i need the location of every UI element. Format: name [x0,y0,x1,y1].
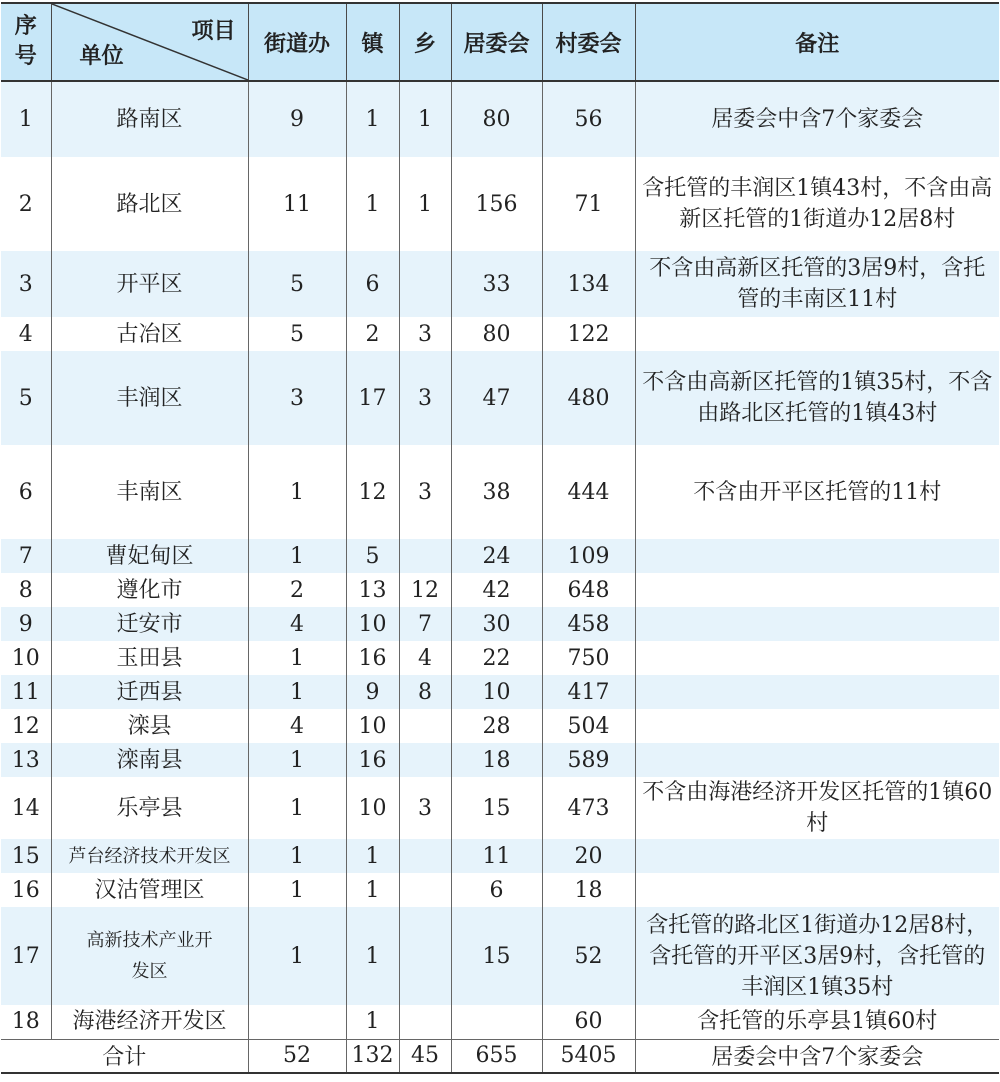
row-cunweihui: 458 [542,607,635,641]
row-seq: 18 [1,1005,51,1039]
total-remark: 居委会中含7个家委会 [635,1039,999,1073]
row-remark [635,539,999,573]
row-remark [635,607,999,641]
row-jiedaoban: 5 [248,251,346,317]
row-xiang: 7 [399,607,451,641]
row-jiedaoban: 1 [248,839,346,873]
table-row [1,641,999,675]
row-juweihui: 10 [451,675,542,709]
row-xiang [399,873,451,907]
row-xiang: 8 [399,675,451,709]
row-xiang [399,251,451,317]
table-row [1,873,999,907]
row-juweihui [451,1005,542,1039]
row-xiang: 12 [399,573,451,607]
row-seq: 13 [1,743,51,777]
row-remark: 不含由高新区托管的1镇35村，不含由路北区托管的1镇43村 [635,351,999,445]
header-jiedaoban: 街道办 [248,3,346,81]
table-row [1,607,999,641]
row-cunweihui: 60 [542,1005,635,1039]
row-jiedaoban: 2 [248,573,346,607]
row-xiang [399,1005,451,1039]
row-xiang [399,839,451,873]
row-remark [635,709,999,743]
row-remark [635,743,999,777]
row-unit: 芦台经济技术开发区 [51,839,248,873]
row-juweihui: 22 [451,641,542,675]
row-zhen: 16 [346,743,399,777]
row-unit: 高新技术产业开发区 [51,907,248,1005]
row-cunweihui: 20 [542,839,635,873]
row-seq: 17 [1,907,51,1005]
row-xiang [399,743,451,777]
row-zhen: 5 [346,539,399,573]
row-unit: 玉田县 [51,641,248,675]
row-cunweihui: 109 [542,539,635,573]
header-cunweihui: 村委会 [542,3,635,81]
row-unit: 滦县 [51,709,248,743]
total-juweihui: 655 [451,1039,542,1073]
row-xiang: 3 [399,351,451,445]
admin-division-table [1,2,999,1074]
table-row [1,251,999,317]
table-row [1,573,999,607]
row-juweihui: 42 [451,573,542,607]
row-zhen: 10 [346,709,399,743]
row-unit: 丰南区 [51,445,248,539]
row-cunweihui: 589 [542,743,635,777]
row-cunweihui: 417 [542,675,635,709]
row-xiang: 3 [399,777,451,839]
table-total-row [1,1039,999,1073]
table-row [1,1005,999,1039]
row-juweihui: 15 [451,777,542,839]
row-jiedaoban: 1 [248,445,346,539]
row-remark: 居委会中含7个家委会 [635,81,999,157]
row-jiedaoban: 1 [248,675,346,709]
row-remark: 不含由海港经济开发区托管的1镇60村 [635,777,999,839]
table-row [1,157,999,251]
table-row [1,777,999,839]
header-xiang: 乡 [399,3,451,81]
row-zhen: 9 [346,675,399,709]
row-seq: 11 [1,675,51,709]
header-zhen: 镇 [346,3,399,81]
row-unit: 开平区 [51,251,248,317]
row-unit: 路南区 [51,81,248,157]
row-jiedaoban: 1 [248,539,346,573]
row-xiang: 3 [399,445,451,539]
row-unit: 滦南县 [51,743,248,777]
row-seq: 16 [1,873,51,907]
total-xiang: 45 [399,1039,451,1073]
row-seq: 1 [1,81,51,157]
row-xiang: 3 [399,317,451,351]
row-remark [635,641,999,675]
row-zhen: 12 [346,445,399,539]
table-row [1,839,999,873]
total-jiedaoban: 52 [248,1039,346,1073]
row-seq: 7 [1,539,51,573]
row-jiedaoban [248,1005,346,1039]
table-row [1,675,999,709]
table-row [1,743,999,777]
row-unit: 丰润区 [51,351,248,445]
row-xiang: 4 [399,641,451,675]
row-jiedaoban: 3 [248,351,346,445]
row-zhen: 2 [346,317,399,351]
row-jiedaoban: 1 [248,873,346,907]
row-xiang: 1 [399,81,451,157]
row-cunweihui: 52 [542,907,635,1005]
header-remark: 备注 [635,3,999,81]
table-row [1,907,999,1005]
table-header [1,3,999,81]
row-jiedaoban: 9 [248,81,346,157]
row-unit: 路北区 [51,157,248,251]
row-zhen: 16 [346,641,399,675]
row-juweihui: 80 [451,81,542,157]
row-jiedaoban: 1 [248,777,346,839]
row-remark [635,873,999,907]
row-juweihui: 15 [451,907,542,1005]
row-zhen: 13 [346,573,399,607]
row-xiang: 1 [399,157,451,251]
row-juweihui: 33 [451,251,542,317]
row-remark [635,839,999,873]
row-zhen: 1 [346,81,399,157]
header-juweihui: 居委会 [451,3,542,81]
row-seq: 3 [1,251,51,317]
total-cunweihui: 5405 [542,1039,635,1073]
row-remark [635,317,999,351]
row-cunweihui: 473 [542,777,635,839]
row-zhen: 10 [346,607,399,641]
row-xiang [399,539,451,573]
row-remark [635,675,999,709]
row-unit: 遵化市 [51,573,248,607]
row-unit: 迁安市 [51,607,248,641]
row-zhen: 1 [346,1005,399,1039]
row-remark: 含托管的乐亭县1镇60村 [635,1005,999,1039]
table-row [1,81,999,157]
header-item-label: 项目 [191,19,236,44]
row-unit: 迁西县 [51,675,248,709]
row-xiang [399,907,451,1005]
row-cunweihui: 648 [542,573,635,607]
header-seq [1,3,51,81]
row-cunweihui: 71 [542,157,635,251]
row-juweihui: 18 [451,743,542,777]
row-cunweihui: 750 [542,641,635,675]
row-unit: 乐亭县 [51,777,248,839]
row-zhen: 1 [346,839,399,873]
row-jiedaoban: 11 [248,157,346,251]
row-seq: 12 [1,709,51,743]
row-seq: 6 [1,445,51,539]
row-seq: 5 [1,351,51,445]
row-jiedaoban: 1 [248,641,346,675]
header-unit-label: 单位 [79,44,124,69]
row-unit: 古冶区 [51,317,248,351]
row-juweihui: 156 [451,157,542,251]
row-remark: 含托管的路北区1街道办12居8村，含托管的开平区3居9村，含托管的丰润区1镇35村 [635,907,999,1005]
row-zhen: 17 [346,351,399,445]
row-seq: 8 [1,573,51,607]
row-cunweihui: 18 [542,873,635,907]
row-zhen: 1 [346,873,399,907]
row-unit: 曹妃甸区 [51,539,248,573]
row-remark [635,573,999,607]
row-seq: 15 [1,839,51,873]
table-row [1,317,999,351]
row-seq: 14 [1,777,51,839]
row-cunweihui: 134 [542,251,635,317]
row-cunweihui: 444 [542,445,635,539]
row-zhen: 1 [346,907,399,1005]
row-cunweihui: 504 [542,709,635,743]
row-jiedaoban: 1 [248,743,346,777]
row-juweihui: 80 [451,317,542,351]
header-item-unit [51,3,248,81]
row-remark: 含托管的丰润区1镇43村，不含由高新区托管的1街道办12居8村 [635,157,999,251]
row-jiedaoban: 5 [248,317,346,351]
row-zhen: 10 [346,777,399,839]
table-row [1,351,999,445]
row-juweihui: 38 [451,445,542,539]
row-juweihui: 28 [451,709,542,743]
header-seq-label: 序号 [14,14,37,69]
table-row [1,709,999,743]
row-remark: 不含由开平区托管的11村 [635,445,999,539]
total-label: 合计 [1,1039,248,1073]
row-seq: 9 [1,607,51,641]
row-remark: 不含由高新区托管的3居9村，含托管的丰南区11村 [635,251,999,317]
row-jiedaoban: 4 [248,607,346,641]
row-seq: 10 [1,641,51,675]
row-juweihui: 6 [451,873,542,907]
table-row [1,445,999,539]
row-juweihui: 30 [451,607,542,641]
row-seq: 4 [1,317,51,351]
table-body [1,81,999,1073]
row-xiang [399,709,451,743]
row-cunweihui: 480 [542,351,635,445]
table-row [1,539,999,573]
row-unit: 海港经济开发区 [51,1005,248,1039]
row-seq: 2 [1,157,51,251]
row-jiedaoban: 1 [248,907,346,1005]
row-cunweihui: 122 [542,317,635,351]
row-juweihui: 24 [451,539,542,573]
row-zhen: 1 [346,157,399,251]
row-unit: 汉沽管理区 [51,873,248,907]
row-juweihui: 47 [451,351,542,445]
row-jiedaoban: 4 [248,709,346,743]
row-juweihui: 11 [451,839,542,873]
total-zhen: 132 [346,1039,399,1073]
row-zhen: 6 [346,251,399,317]
row-cunweihui: 56 [542,81,635,157]
